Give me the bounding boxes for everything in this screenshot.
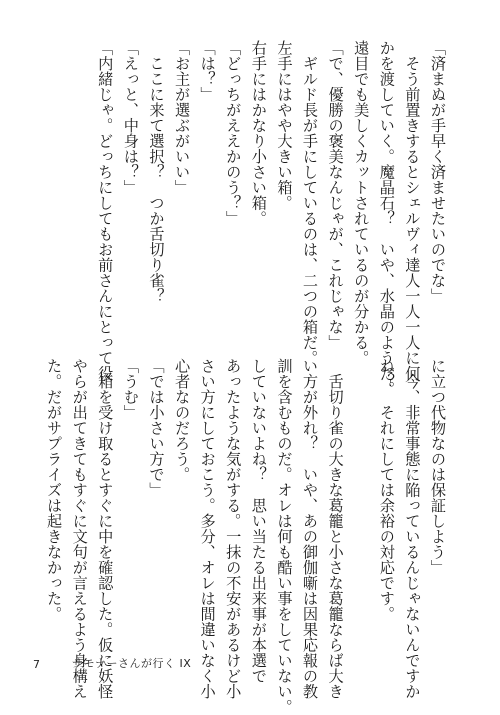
text-line: していないよね？ 思い当たる出来事が本選で [249,358,268,684]
text-line: ね？ それにしては余裕の対応です。 [377,358,396,622]
text-line: 「うむ」 [121,358,140,420]
text-line: に立つ代物なのは保証しよう」 [429,358,447,575]
text-line-blank [348,358,374,638]
text-line: た。だがサプライズは起きなかった。 [45,358,64,622]
text-line: 「内緒じゃ。どっちにしてもお前さんにとって役 [96,40,115,381]
running-title: サモナーさんが行く IX [72,657,192,670]
text-line: そう前置きするとシェルヴィ達人一人一人に何 [403,40,422,381]
text-line: 「は？」 [198,40,217,102]
text-line: 「済まぬが手早く済ませたいのでな」 [429,40,447,304]
text-line: い方が外れ？ いや、あの御伽噺は因果応報の教 [301,358,320,699]
text-line: ここに来て選択？ つか舌切り雀？ [147,40,166,304]
text-line: 今、非常事態に陥っているんじゃないんですか [403,358,422,699]
text-line: 心者なのだろう。 [173,358,192,482]
text-line: 「お主が選ぶがいい」 [173,40,192,195]
text-line: 左手にはやや大きい箱。 [275,40,294,211]
text-line: 「どっちがええかのう？」 [224,40,243,226]
text-line: 「えっと、中身は？」 [121,40,140,195]
text-line: 右手にはかなり小さい箱。 [249,40,268,226]
text-line: ギルド長が手にしているのは、二つの箱だ。 [301,40,320,366]
text-line: あったような気がする。一抹の不安があるけど小 [224,358,243,699]
text-line: かを渡していく。魔晶石？ いや、水晶のようだ。 [377,40,396,397]
text-line: 訓を含むものだ。オレは何も酷い事をしていない。 [275,358,294,715]
text-line: やらが出てきてもすぐに文句が言えるよう身構え [70,358,89,699]
text-line: 舌切り雀の大きな葛籠と小さな葛籠ならば大き [326,358,345,699]
text-line: 箱を受け取るとすぐに中を確認した。仮に妖怪 [96,358,115,699]
text-line: 「では小さい方で」 [147,358,166,498]
text-line: さい方にしておこう。多分、オレは間違いなく小 [198,358,217,699]
text-line: 「で、優勝の褒美なんじゃが、これじゃな」 [326,40,345,350]
page-number: 7 [33,658,40,671]
text-line: 遠目でも美しくカットされているのが分かる。 [352,40,371,366]
